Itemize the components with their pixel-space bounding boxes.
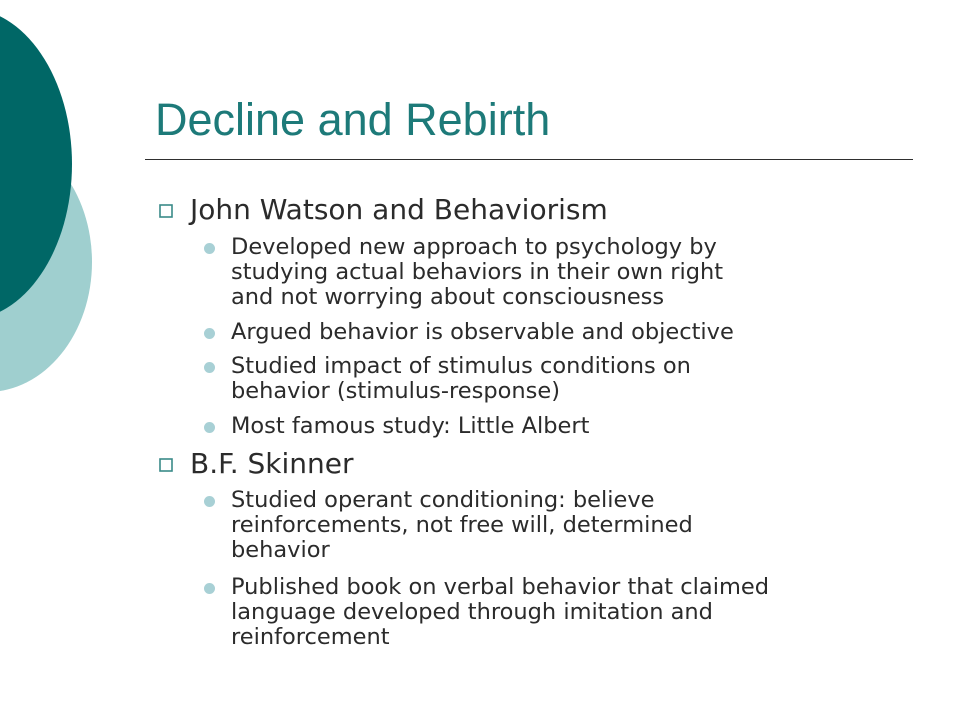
bullet-text-line: reinforcement (231, 624, 390, 650)
bullet-text-line: Published book on verbal behavior that claimed (231, 574, 769, 600)
bullet-text-line: Most famous study: Little Albert (231, 413, 590, 439)
hollow-square-bullet-icon (158, 203, 174, 219)
bullet-item (231, 414, 589, 439)
bullet-item (231, 488, 693, 563)
bullet-dot-icon (204, 243, 215, 254)
bullet-text-line: Studied impact of stimulus conditions on (231, 353, 691, 379)
bullet-text-line: behavior (stimulus-response) (231, 378, 560, 404)
bullet-text-line: and not worrying about consciousness (231, 284, 665, 310)
bullet-item (231, 320, 734, 345)
slide-title: Decline and Rebirth (155, 94, 551, 145)
bullet-dot-icon (204, 328, 215, 339)
bullet-item (231, 235, 723, 310)
bullet-text-line: behavior (231, 537, 330, 563)
section-heading: John Watson and Behaviorism (190, 193, 608, 226)
bullet-text-line: reinforcements, not free will, determined (231, 512, 693, 538)
bullet-dot-icon (204, 422, 215, 433)
bullet-text-line: Developed new approach to psychology by (231, 234, 717, 260)
bullet-dot-icon (204, 496, 215, 507)
bullet-text-line: studying actual behaviors in their own right (231, 259, 724, 285)
bullet-item (231, 354, 691, 404)
bullet-text-line: language developed through imitation and (231, 599, 713, 625)
bullet-item (231, 575, 769, 650)
bullet-dot-icon (204, 583, 215, 594)
bullet-text-line: Argued behavior is observable and objective (231, 319, 734, 345)
bullet-text-line: Studied operant conditioning: believe (231, 487, 655, 513)
section-heading: B.F. Skinner (190, 447, 354, 480)
hollow-square-bullet-icon (158, 457, 174, 473)
bullet-dot-icon (204, 362, 215, 373)
